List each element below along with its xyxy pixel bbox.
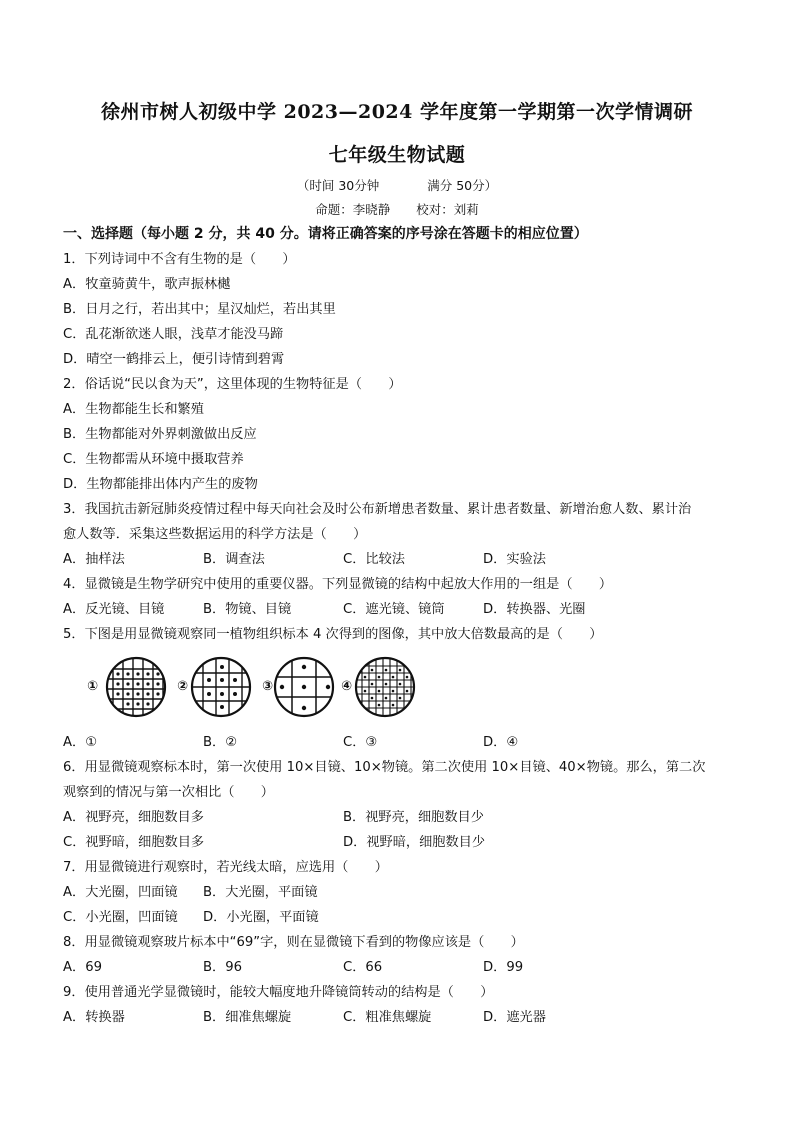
question-6-stem-line2: 观察到的情况与第一次相比（ ） (63, 785, 274, 800)
exam-time: （时间 30分钟 (296, 178, 380, 193)
microscope-fields-svg (85, 655, 425, 721)
question-6-option-c: C．视野暗，细胞数目多 (63, 835, 205, 850)
question-3-option-c: C．比较法 (343, 552, 405, 567)
question-7-stem: 7．用显微镜进行观察时，若光线太暗，应选用（ ） (63, 860, 388, 875)
exam-subtitle: 七年级生物试题 (328, 144, 466, 166)
question-3-option-a: A．抽样法 (63, 552, 125, 567)
exam-title: 徐州市树人初级中学 2023—2024 学年度第一学期第一次学情调研 (101, 101, 693, 123)
question-3-option-b: B．调查法 (203, 552, 265, 567)
question-4-option-c: C．遮光镜、镜筒 (343, 602, 445, 617)
question-8-stem: 8．用显微镜观察玻片标本中“69”字，则在显微镜下看到的物像应该是（ ） (63, 935, 524, 950)
exam-credits (0, 200, 794, 218)
question-2-option-c: C．生物都需从环境中摄取营养 (63, 452, 244, 467)
figure-label-4: ④ (341, 679, 353, 694)
question-8-option-d: D．99 (483, 960, 524, 975)
question-3-option-d: D．实验法 (483, 552, 546, 567)
question-9-option-d: D．遮光器 (483, 1010, 546, 1025)
exam-time-score (0, 176, 794, 194)
exam-checker: 校对：刘莉 (416, 202, 479, 217)
question-5-option-d: D．④ (483, 735, 519, 750)
exam-score: 满分 50分） (427, 178, 498, 193)
question-9-option-c: C．粗准焦螺旋 (343, 1010, 432, 1025)
question-9-option-b: B．细准焦螺旋 (203, 1010, 292, 1025)
question-6-option-b: B．视野亮，细胞数目少 (343, 810, 484, 825)
question-2-stem: 2．俗话说“民以食为天”，这里体现的生物特征是（ ） (63, 377, 402, 392)
question-4-option-a: A．反光镜、目镜 (63, 602, 165, 617)
question-8-option-a: A．69 (63, 960, 102, 975)
field-3 (270, 655, 340, 721)
question-4-option-d: D．转换器、光圈 (483, 602, 586, 617)
figure-label-3: ③ (262, 679, 274, 694)
question-7-option-a: A．大光圈，凹面镜 (63, 885, 178, 900)
field-2 (185, 655, 257, 721)
question-4-option-b: B．物镜、目镜 (203, 602, 292, 617)
question-2-option-a: A．生物都能生长和繁殖 (63, 402, 204, 417)
figure-label-2: ② (177, 679, 189, 694)
section-heading: 一、选择题（每小题 2 分，共 40 分。请将正确答案的序号涂在答题卡的相应位置） (63, 226, 588, 242)
figure-label-1: ① (87, 679, 99, 694)
question-1-option-c: C．乱花渐欲迷人眼，浅草才能没马蹄 (63, 327, 284, 342)
field-4 (353, 655, 417, 721)
question-3-stem-line1: 3．我国抗击新冠肺炎疫情过程中每天向社会及时公布新增患者数量、累计患者数量、新增治愈人数、累计治 (63, 502, 692, 517)
question-8-option-c: C．66 (343, 960, 383, 975)
question-2-option-b: B．生物都能对外界刺激做出反应 (63, 427, 257, 442)
question-1-stem: 1．下列诗词中不含有生物的是（ ） (63, 252, 296, 267)
question-6-stem-line1: 6．用显微镜观察标本时，第一次使用 10×目镜、10×物镜。第二次使用 10×目镜、40×物镜。那么，第二次 (63, 760, 706, 775)
question-6-option-a: A．视野亮，细胞数目多 (63, 810, 204, 825)
question-5-option-c: C．③ (343, 735, 378, 750)
question-5-stem: 5．下图是用显微镜观察同一植物组织标本 4 次得到的图像，其中放大倍数最高的是（ ） (63, 627, 603, 642)
question-3-stem-line2: 愈人数等．采集这些数据运用的科学方法是（ ） (63, 527, 367, 542)
question-5-option-a: A．① (63, 735, 98, 750)
field-1 (105, 655, 167, 721)
question-1-option-a: A．牧童骑黄牛，歌声振林樾 (63, 277, 231, 292)
question-7-option-b: B．大光圈，平面镜 (203, 885, 318, 900)
question-5-option-b: B．② (203, 735, 238, 750)
question-9-option-a: A．转换器 (63, 1010, 125, 1025)
exam-author: 命题：李晓静 (315, 202, 391, 217)
question-1-option-d: D．晴空一鹤排云上，便引诗情到碧霄 (63, 352, 285, 367)
microscope-fields-figure (85, 655, 425, 721)
question-7-option-d: D．小光圈，平面镜 (203, 910, 319, 925)
question-9-stem: 9．使用普通光学显微镜时，能较大幅度地升降镜筒转动的结构是（ ） (63, 985, 494, 1000)
question-4-stem: 4．显微镜是生物学研究中使用的重要仪器。下列显微镜的结构中起放大作用的一组是（ ） (63, 577, 613, 592)
question-2-option-d: D．生物都能排出体内产生的废物 (63, 477, 258, 492)
question-8-option-b: B．96 (203, 960, 243, 975)
question-7-option-c: C．小光圈，凹面镜 (63, 910, 178, 925)
question-1-option-b: B．日月之行，若出其中；星汉灿烂，若出其里 (63, 302, 336, 317)
question-6-option-d: D．视野暗，细胞数目少 (343, 835, 486, 850)
